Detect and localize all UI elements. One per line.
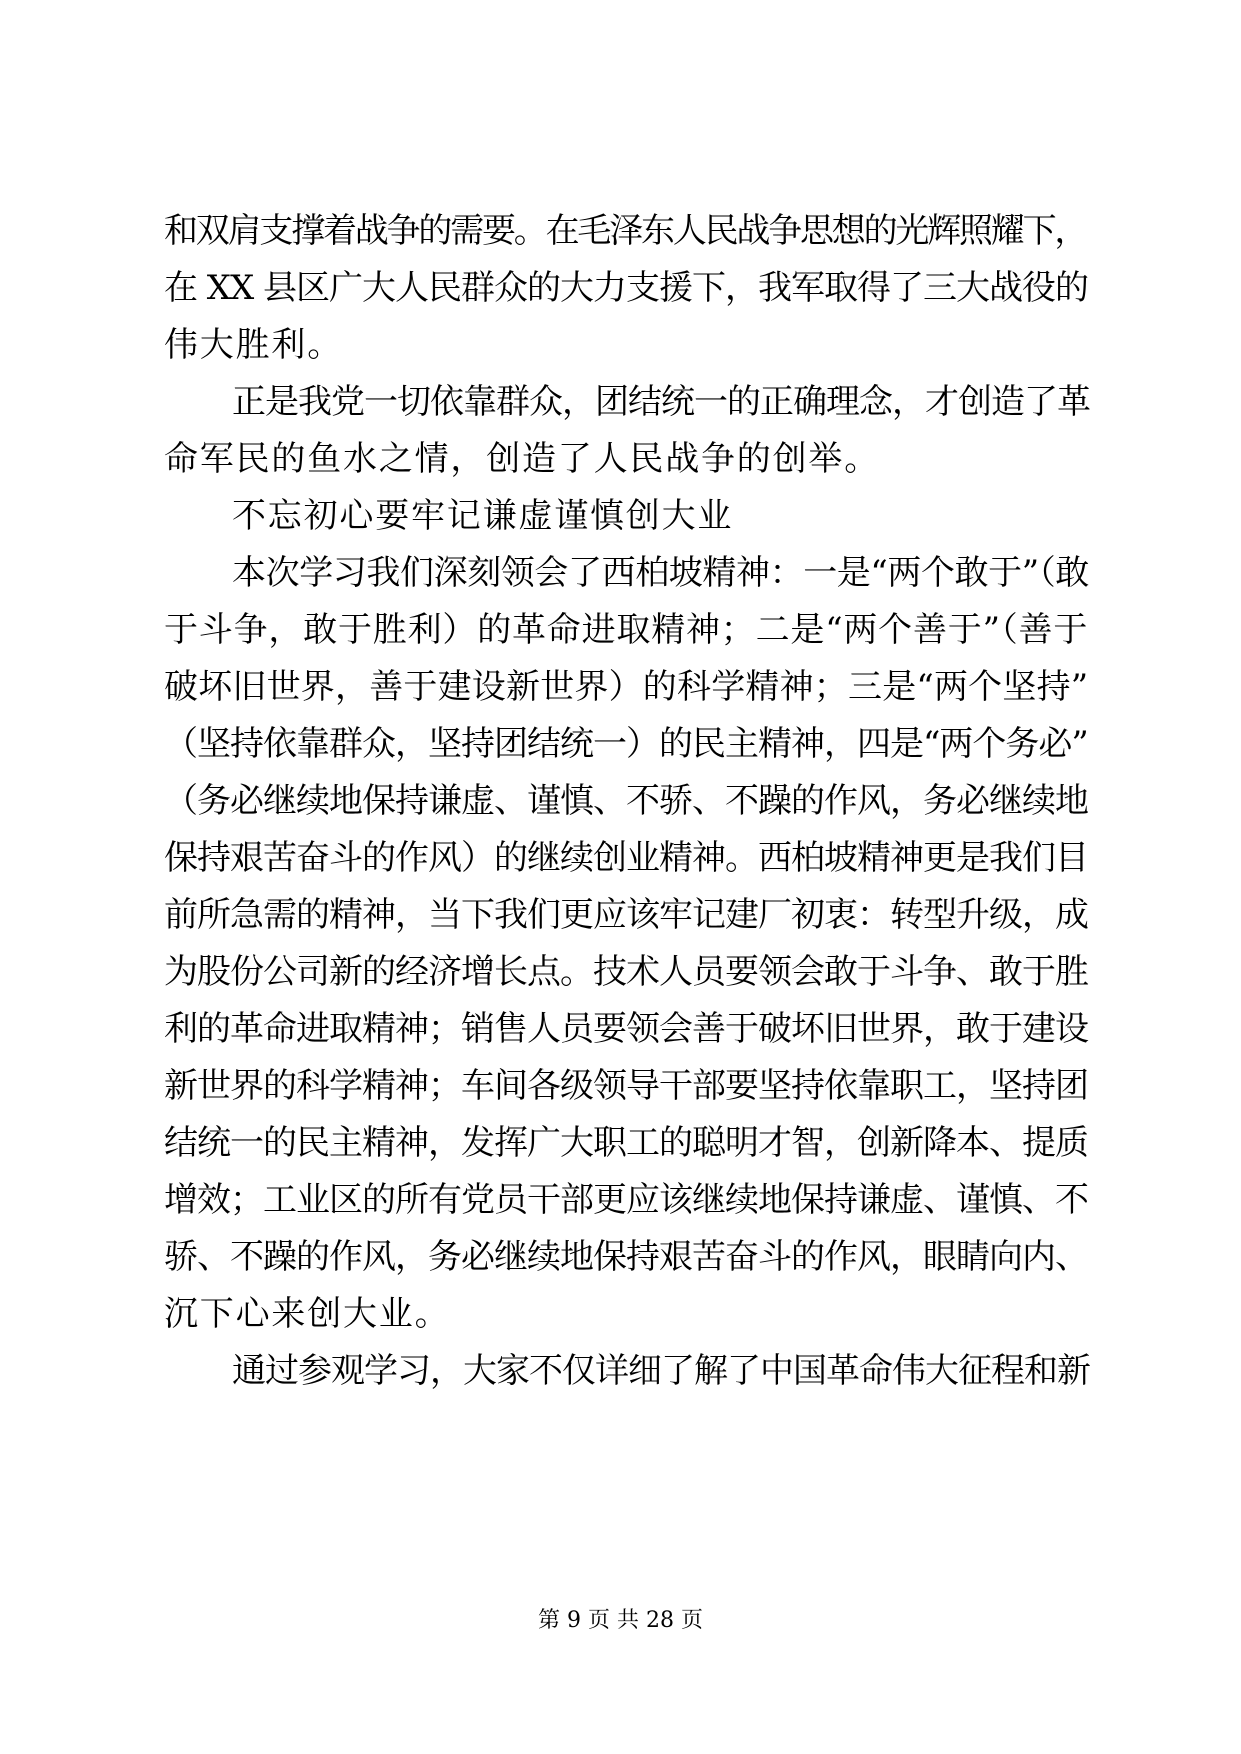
text-line: 于斗争，敢于胜利）的革命进取精神；二是“两个善于”（善于 (164, 610, 1089, 650)
text-line: 破坏旧世界，善于建设新世界）的科学精神；三是“两个坚持” (164, 667, 1089, 707)
text-line: 增效；工业区的所有党员干部更应该继续地保持谦虚、谨慎、不 (164, 1180, 1088, 1220)
text-line: 为股份公司新的经济增长点。技术人员要领会敢于斗争、敢于胜 (164, 952, 1088, 992)
section-heading: 不忘初心要牢记谦虚谨慎创大业 (232, 496, 734, 536)
text-line: 沉下心来创大业。 (164, 1294, 451, 1334)
text-line: 伟大胜利。 (164, 325, 343, 365)
text-line: 利的革命进取精神；销售人员要领会善于破坏旧世界，敢于建设 (164, 1009, 1088, 1049)
text-line: （务必继续地保持谦虚、谨慎、不骄、不躁的作风，务必继续地 (164, 781, 1088, 821)
text-line: 和双肩支撑着战争的需要。在毛泽东人民战争思想的光辉照耀下， (164, 211, 1087, 251)
text-line: 新世界的科学精神；车间各级领导干部要坚持依靠职工，坚持团 (164, 1066, 1088, 1106)
text-line: 骄、不躁的作风，务必继续地保持艰苦奋斗的作风，眼睛向内、 (164, 1237, 1088, 1277)
text-line: 前所急需的精神，当下我们更应该牢记建厂初衷：转型升级，成 (164, 895, 1088, 935)
paragraph-first-line: 本次学习我们深刻领会了西柏坡精神：一是“两个敢于”（敢 (232, 553, 1089, 593)
paragraph-first-line: 通过参观学习，大家不仅详细了解了中国革命伟大征程和新 (232, 1351, 1090, 1391)
paragraph-first-line: 正是我党一切依靠群众，团结统一的正确理念，才创造了革 (232, 382, 1090, 422)
page-number-footer: 第 9 页 共 28 页 (538, 1608, 703, 1633)
text-line: 在 XX 县区广大人民群众的大力支援下，我军取得了三大战役的 (164, 268, 1089, 308)
text-line: 命军民的鱼水之情，创造了人民战争的创举。 (164, 439, 880, 479)
text-line: 保持艰苦奋斗的作风）的继续创业精神。西柏坡精神更是我们目 (164, 838, 1088, 878)
text-line: （坚持依靠群众，坚持团结统一）的民主精神，四是“两个务必” (164, 724, 1088, 764)
text-line: 结统一的民主精神，发挥广大职工的聪明才智，创新降本、提质 (164, 1123, 1088, 1163)
